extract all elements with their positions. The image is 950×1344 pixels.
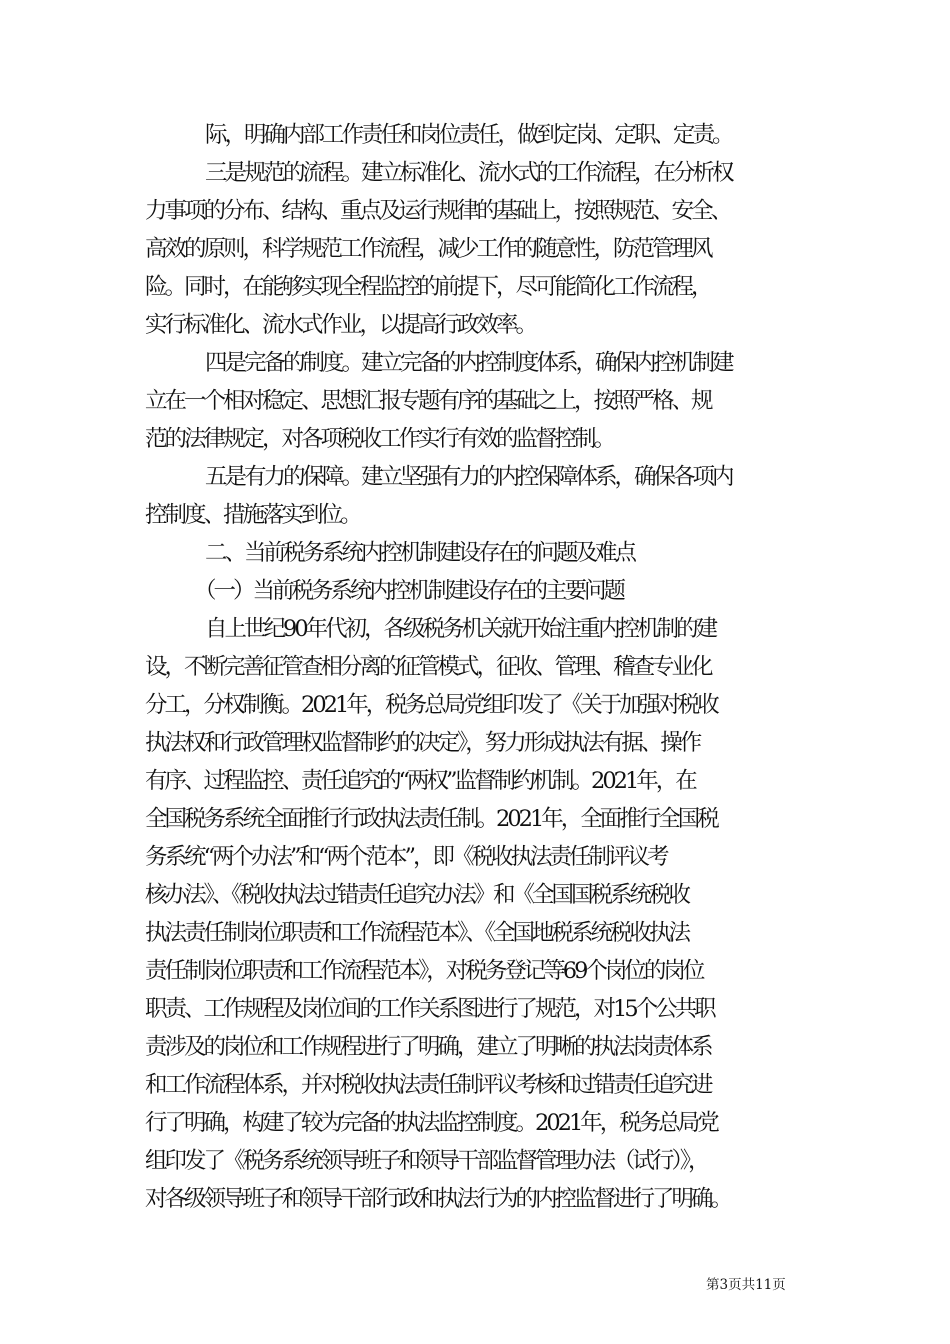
- paragraph-line: 立在一个相对稳定、思想汇报专题有序的基础之上，按照严格、规: [145, 388, 711, 414]
- paragraph-line: 实行标准化、流水式作业，以提高行政效率。: [145, 312, 536, 338]
- paragraph-line: 组印发了《税务系统领导班子和领导干部监督管理办法（试行）》，: [145, 1148, 708, 1174]
- paragraph-line: 险。同时，在能够实现全程监控的前提下，尽可能简化工作流程，: [145, 274, 711, 300]
- paragraph-line: 分工，分权制衡。2021年，税务总局党组印发了《关于加强对税收: [145, 692, 717, 718]
- paragraph-line: 全国税务系统全面推行行政执法责任制。2021年，全面推行全国税: [145, 806, 717, 832]
- paragraph-line: 五是有力的保障。建立坚强有力的内控保障体系，确保各项内: [205, 464, 732, 490]
- paragraph-line: 责任制岗位职责和工作流程范本》，对税务登记等69个岗位的岗位: [145, 958, 703, 984]
- paragraph-line: 务系统“两个办法”和“两个范本”，即《税收执法责任制评议考: [145, 844, 667, 870]
- paragraph-line: 范的法律规定，对各项税收工作实行有效的监督控制。: [145, 426, 614, 452]
- paragraph-line: 有序、过程监控、责任追究的“两权”监督制约机制。2021年，在: [145, 768, 695, 794]
- paragraph-line: 高效的原则，科学规范工作流程，减少工作的随意性，防范管理风: [145, 236, 711, 262]
- paragraph-line: 核办法》、《税收执法过错责任追究办法》和《全国国税系统税收: [145, 882, 689, 908]
- paragraph-line: 职责、工作规程及岗位间的工作关系图进行了规范，对15个公共职: [145, 996, 714, 1022]
- paragraph-line: 行了明确，构建了较为完备的执法监控制度。2021年，税务总局党: [145, 1110, 717, 1136]
- paragraph-line: 自上世纪90年代初，各级税务机关就开始注重内控机制的建: [205, 616, 716, 642]
- paragraph-line: 控制度、措施落实到位。: [145, 502, 360, 528]
- paragraph-line: 对各级领导班子和领导干部行政和执法行为的内控监督进行了明确。: [145, 1186, 731, 1212]
- paragraph-line: 责涉及的岗位和工作规程进行了明确，建立了明晰的执法岗责体系: [145, 1034, 711, 1060]
- section-heading: 二、当前税务系统内控机制建设存在的问题及难点: [205, 540, 635, 566]
- paragraph-line: 执法权和行政管理权监督制约的决定》，努力形成执法有据、操作: [145, 730, 700, 756]
- paragraph-line: 设，不断完善征管查相分离的征管模式，征收、管理、稽查专业化: [145, 654, 711, 680]
- paragraph-line: 执法责任制岗位职责和工作流程范本》、《全国地税系统税收执法: [145, 920, 689, 946]
- paragraph-line: 三是规范的流程。建立标准化、流水式的工作流程，在分析权: [205, 160, 732, 186]
- paragraph-line: 四是完备的制度。建立完备的内控制度体系，确保内控机制建: [205, 350, 732, 376]
- subsection-heading: （一）当前税务系统内控机制建设存在的主要问题: [194, 578, 624, 604]
- paragraph-line: 力事项的分布、结构、重点及运行规律的基础上，按照规范、安全、: [145, 198, 731, 224]
- paragraph-line: 际，明确内部工作责任和岗位责任，做到定岗、定职、定责。: [205, 122, 732, 148]
- page-number: 第3页共11页: [706, 1277, 786, 1293]
- paragraph-line: 和工作流程体系，并对税收执法责任制评议考核和过错责任追究进: [145, 1072, 711, 1098]
